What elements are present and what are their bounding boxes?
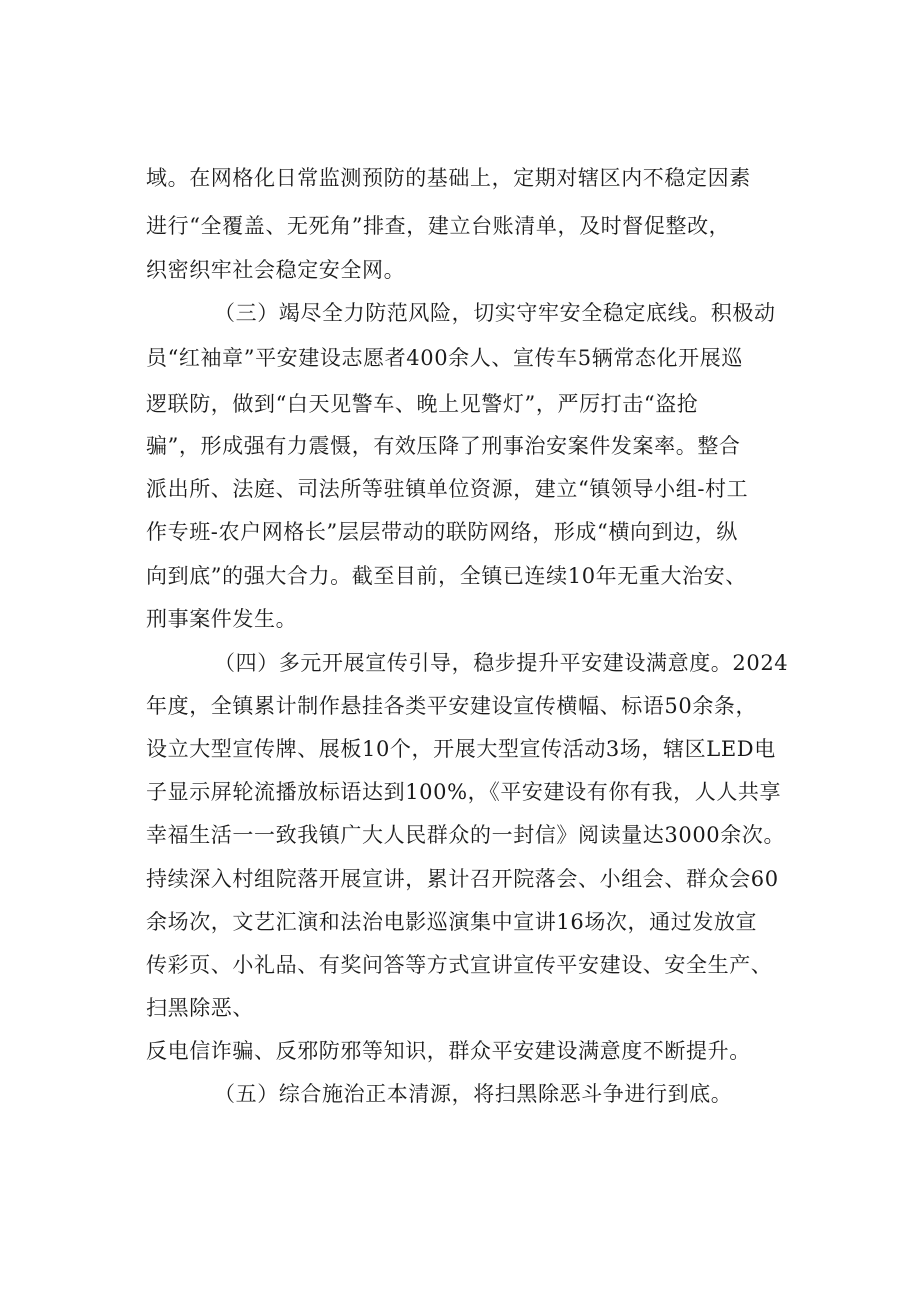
text-line: 子显示屏轮流播放标语达到100%，《平安建设有你有我，人人共享 <box>146 780 782 804</box>
text-line: 持续深入村组院落开展宣讲，累计召开院落会、小组会、群众会60 <box>146 867 779 891</box>
text-line: 年度，全镇累计制作悬挂各类平安建设宣传横幅、标语50余条， <box>146 694 758 718</box>
text-line: 员“红袖章”平安建设志愿者400余人、宣传车5辆常态化开展巡 <box>146 346 743 370</box>
text-line: 骗”，形成强有力震慑，有效压降了刑事治安案件发案率。整合 <box>146 434 741 458</box>
text-line: 反电信诈骗、反邪防邪等知识，群众平安建设满意度不断提升。 <box>146 1039 751 1063</box>
text-line: 刑事案件发生。 <box>146 607 298 631</box>
text-line: 进行“全覆盖、无死角”排查，建立台账清单，及时督促整改， <box>146 214 731 238</box>
text-line: 幸福生活一一致我镇广大人民群众的一封信》阅读量达3000余次。 <box>146 823 786 847</box>
text-line: 作专班-农户网格长”层层带动的联防网络，形成“横向到边，纵 <box>146 520 738 544</box>
text-line: 设立大型宣传牌、展板10个，开展大型宣传活动3场，辖区LED电 <box>146 737 776 761</box>
paragraph-3-heading: （三）竭尽全力防范风险，切实守牢安全稳定底线。积极动 <box>214 301 776 325</box>
text-line: 向到底”的强大合力。截至目前，全镇已连续10年无重大治安、 <box>146 564 747 588</box>
paragraph-5-heading: （五）综合施治正本清源，将扫黑除恶斗争进行到底。 <box>214 1082 733 1106</box>
text-line: 域。在网格化日常监测预防的基础上，定期对辖区内不稳定因素 <box>146 166 751 190</box>
text-line: 织密织牢社会稳定安全网。 <box>146 258 406 282</box>
text-line: 传彩页、小礼品、有奖问答等方式宣讲宣传平安建设、安全生产、 <box>146 953 773 977</box>
text-line: 余场次，文艺汇演和法治电影巡演集中宣讲16场次，通过发放宣 <box>146 910 758 934</box>
paragraph-4-heading: （四）多元开展宣传引导，稳步提升平安建设满意度。2024 <box>214 651 789 675</box>
text-line: 派出所、法庭、司法所等驻镇单位资源，建立“镇领导小组-村工 <box>146 477 749 501</box>
text-line: 逻联防，做到“白天见警车、晚上见警灯”，严厉打击“盗抢 <box>146 392 699 416</box>
text-line: 扫黑除恶、 <box>146 996 254 1020</box>
